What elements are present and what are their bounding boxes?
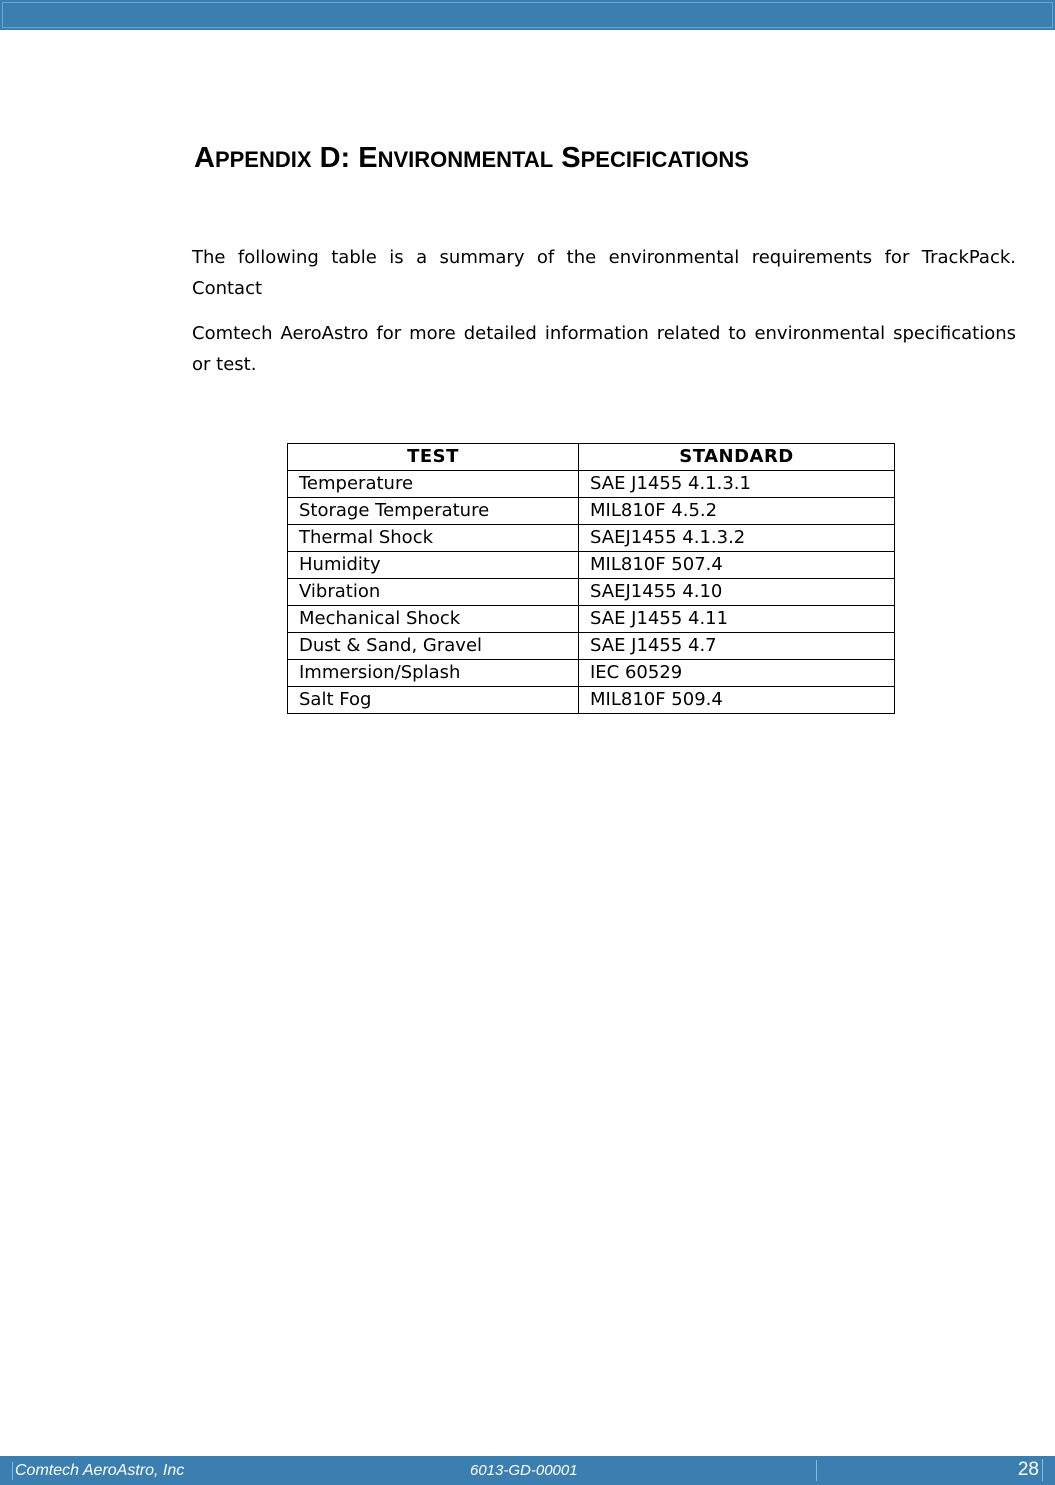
test-cell: Dust & Sand, Gravel xyxy=(288,633,579,660)
standard-cell: SAE J1455 4.11 xyxy=(579,606,895,633)
test-cell: Temperature xyxy=(288,471,579,498)
table-row xyxy=(288,471,895,498)
test-cell: Humidity xyxy=(288,552,579,579)
test-cell: Mechanical Shock xyxy=(288,606,579,633)
test-cell: Thermal Shock xyxy=(288,525,579,552)
page-title: APPENDIX D: ENVIRONMENTAL SPECIFICATIONS xyxy=(194,142,749,174)
test-cell: Vibration xyxy=(288,579,579,606)
footer-bar xyxy=(0,1456,1055,1485)
header-bar xyxy=(0,0,1055,30)
column-header-standard: STANDARD xyxy=(579,444,895,471)
table-row xyxy=(288,687,895,714)
intro-paragraph-2: Comtech AeroAstro for more detailed information related to environmental specifications or test. xyxy=(192,323,1016,375)
footer-doc-number: 6013-GD-00001 xyxy=(470,1462,578,1479)
standard-cell: MIL810F 507.4 xyxy=(579,552,895,579)
table-row xyxy=(288,579,895,606)
test-cell: Immersion/Splash xyxy=(288,660,579,687)
test-cell: Storage Temperature xyxy=(288,498,579,525)
standard-cell: IEC 60529 xyxy=(579,660,895,687)
table-row xyxy=(288,552,895,579)
table-row xyxy=(288,633,895,660)
standard-cell: MIL810F 509.4 xyxy=(579,687,895,714)
standard-cell: SAE J1455 4.7 xyxy=(579,633,895,660)
table-row xyxy=(288,498,895,525)
table-row xyxy=(288,660,895,687)
header-bar-border xyxy=(2,2,1053,28)
test-cell: Salt Fog xyxy=(288,687,579,714)
footer-company: Comtech AeroAstro, Inc xyxy=(12,1462,184,1480)
environmental-spec-table xyxy=(287,443,895,714)
table-row xyxy=(288,606,895,633)
table-header-row xyxy=(288,444,895,471)
standard-cell: SAEJ1455 4.10 xyxy=(579,579,895,606)
standard-cell: SAE J1455 4.1.3.1 xyxy=(579,471,895,498)
table-row xyxy=(288,525,895,552)
footer-page-number: 28 xyxy=(1018,1459,1043,1481)
standard-cell: SAEJ1455 4.1.3.2 xyxy=(579,525,895,552)
column-header-test: TEST xyxy=(288,444,579,471)
intro-paragraph-1: The following table is a summary of the environmental requirements for TrackPack. Contact xyxy=(192,247,1016,299)
footer-divider xyxy=(816,1460,817,1481)
standard-cell: MIL810F 4.5.2 xyxy=(579,498,895,525)
